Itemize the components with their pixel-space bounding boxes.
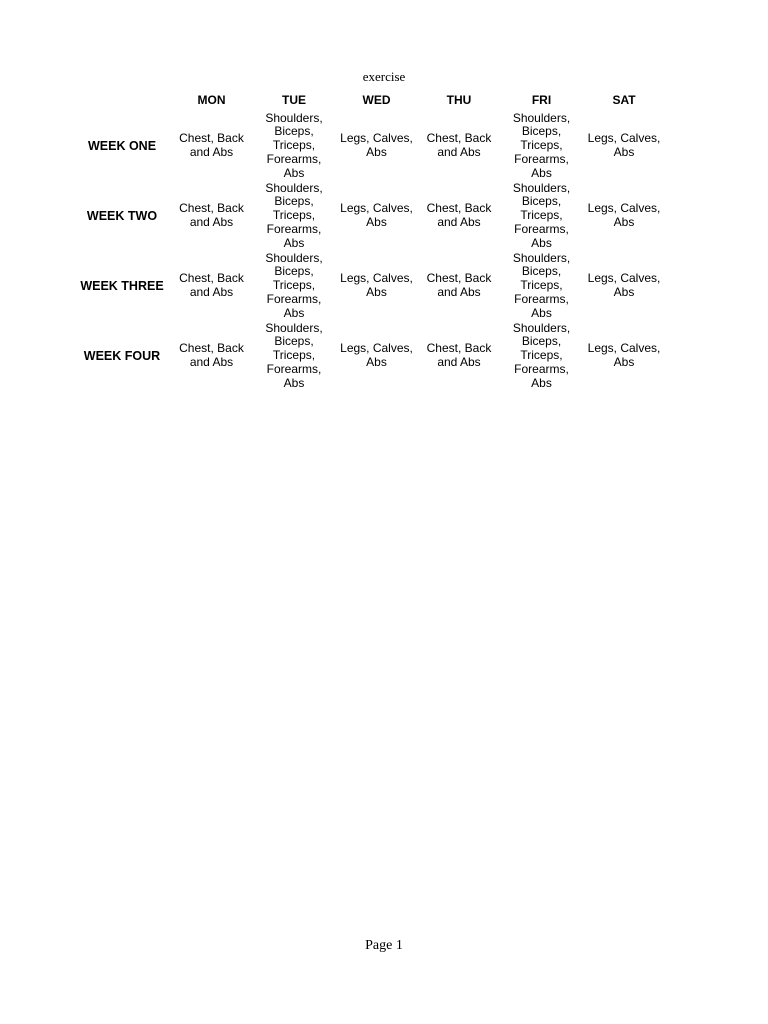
table-cell xyxy=(253,251,335,321)
cell-text: Legs, Calves, Abs xyxy=(587,271,661,299)
table-row xyxy=(74,251,665,321)
cell-text: Legs, Calves, Abs xyxy=(587,201,661,229)
week-label: WEEK TWO xyxy=(86,209,158,223)
cell-text: Legs, Calves, Abs xyxy=(340,271,413,299)
table-row xyxy=(74,111,665,181)
cell-text: Chest, Back and Abs xyxy=(179,131,244,159)
cell-text: Legs, Calves, Abs xyxy=(587,341,661,369)
cell-text: Legs, Calves, Abs xyxy=(587,131,661,159)
table-cell xyxy=(170,321,253,391)
table-cell xyxy=(170,111,253,181)
cell-text: Chest, Back and Abs xyxy=(426,341,492,369)
week-label: WEEK THREE xyxy=(80,279,164,293)
table-cell xyxy=(583,181,665,251)
week-label: WEEK FOUR xyxy=(83,349,161,363)
table-cell xyxy=(170,251,253,321)
table-cell xyxy=(418,111,500,181)
cell-text: Shoulders, Biceps, Triceps, Forearms, Abs xyxy=(512,180,571,250)
day-header-tue: TUE xyxy=(282,93,306,107)
cell-text: Shoulders, Biceps, Triceps, Forearms, Abs xyxy=(512,250,571,320)
table-cell xyxy=(500,111,583,181)
day-header-fri: FRI xyxy=(531,93,552,107)
table-cell xyxy=(253,111,335,181)
cell-text: Legs, Calves, Abs xyxy=(340,131,413,159)
table-cell xyxy=(253,181,335,251)
table-cell xyxy=(335,251,418,321)
cell-text: Chest, Back and Abs xyxy=(426,201,492,229)
day-header-sat: SAT xyxy=(612,93,636,107)
cell-text: Chest, Back and Abs xyxy=(426,131,492,159)
table-cell xyxy=(335,181,418,251)
table-cell xyxy=(335,321,418,391)
day-header-wed: WED xyxy=(362,93,391,107)
day-header-thu: THU xyxy=(446,93,472,107)
table-cell xyxy=(500,181,583,251)
table-cell xyxy=(253,321,335,391)
cell-text: Chest, Back and Abs xyxy=(179,271,244,299)
cell-text: Shoulders, Biceps, Triceps, Forearms, Abs xyxy=(512,320,571,390)
table-cell xyxy=(583,111,665,181)
table-cell xyxy=(418,321,500,391)
table-cell xyxy=(500,251,583,321)
cell-text: Chest, Back and Abs xyxy=(179,201,244,229)
table-cell xyxy=(583,321,665,391)
cell-text: Legs, Calves, Abs xyxy=(340,201,413,229)
cell-text: Chest, Back and Abs xyxy=(179,341,244,369)
table-row xyxy=(74,181,665,251)
workout-schedule-table xyxy=(74,89,665,391)
table-cell xyxy=(335,111,418,181)
cell-text: Shoulders, Biceps, Triceps, Forearms, Abs xyxy=(265,110,323,180)
table-cell xyxy=(500,321,583,391)
cell-text: Chest, Back and Abs xyxy=(426,271,492,299)
cell-text: Legs, Calves, Abs xyxy=(340,341,413,369)
page-number: Page 1 xyxy=(365,938,403,953)
table-cell xyxy=(583,251,665,321)
table-cell xyxy=(418,181,500,251)
cell-text: Shoulders, Biceps, Triceps, Forearms, Abs xyxy=(265,250,323,320)
table-cell xyxy=(170,181,253,251)
cell-text: Shoulders, Biceps, Triceps, Forearms, Abs xyxy=(512,110,571,180)
table-header-row xyxy=(74,89,665,111)
week-label: WEEK ONE xyxy=(87,139,157,153)
page-header: exercise xyxy=(362,69,406,84)
table-cell xyxy=(418,251,500,321)
corner-cell xyxy=(74,89,170,111)
table-row xyxy=(74,321,665,391)
cell-text: Shoulders, Biceps, Triceps, Forearms, Abs xyxy=(265,320,323,390)
cell-text: Shoulders, Biceps, Triceps, Forearms, Abs xyxy=(265,180,323,250)
day-header-mon: MON xyxy=(197,93,226,107)
